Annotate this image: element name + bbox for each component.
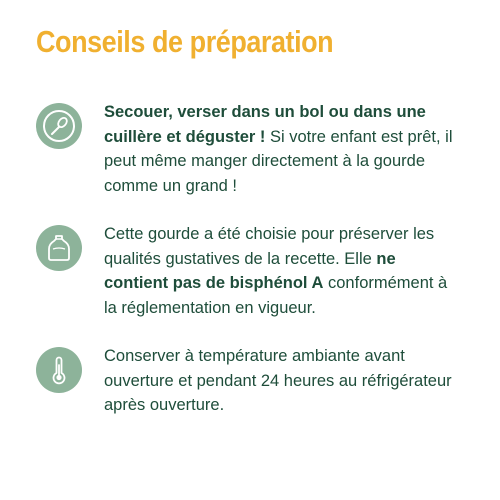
tip-pouch — [36, 222, 466, 320]
spoon-icon — [36, 103, 82, 149]
tip-serving-rest: Si votre enfant est prêt, il peut même manger directement à la gourde comme un grand ! — [104, 127, 453, 195]
tip-serving — [36, 100, 466, 198]
tip-pouch-bold: ne contient pas de bisphénol A — [104, 249, 396, 292]
tip-serving-bold: Secouer, verser dans un bol ou dans une cuillère et déguster ! — [104, 103, 426, 146]
pouch-icon — [36, 225, 82, 271]
tip-pouch-text — [104, 222, 459, 320]
page-title: Conseils de préparation — [36, 24, 334, 59]
tip-serving-text — [104, 100, 459, 198]
tip-pouch-text-2: conformément à la réglementation en vigueur. — [104, 274, 448, 317]
thermometer-icon — [36, 347, 82, 393]
tip-storage-text: Conserver à température ambiante avant ouverture et pendant 24 heures au réfrigérateur après ouverture. — [104, 347, 452, 414]
tip-storage — [36, 344, 466, 418]
tip-pouch-text-1: Cette gourde a été choisie pour préserver les qualités gustatives de la recette. Elle — [104, 225, 435, 268]
